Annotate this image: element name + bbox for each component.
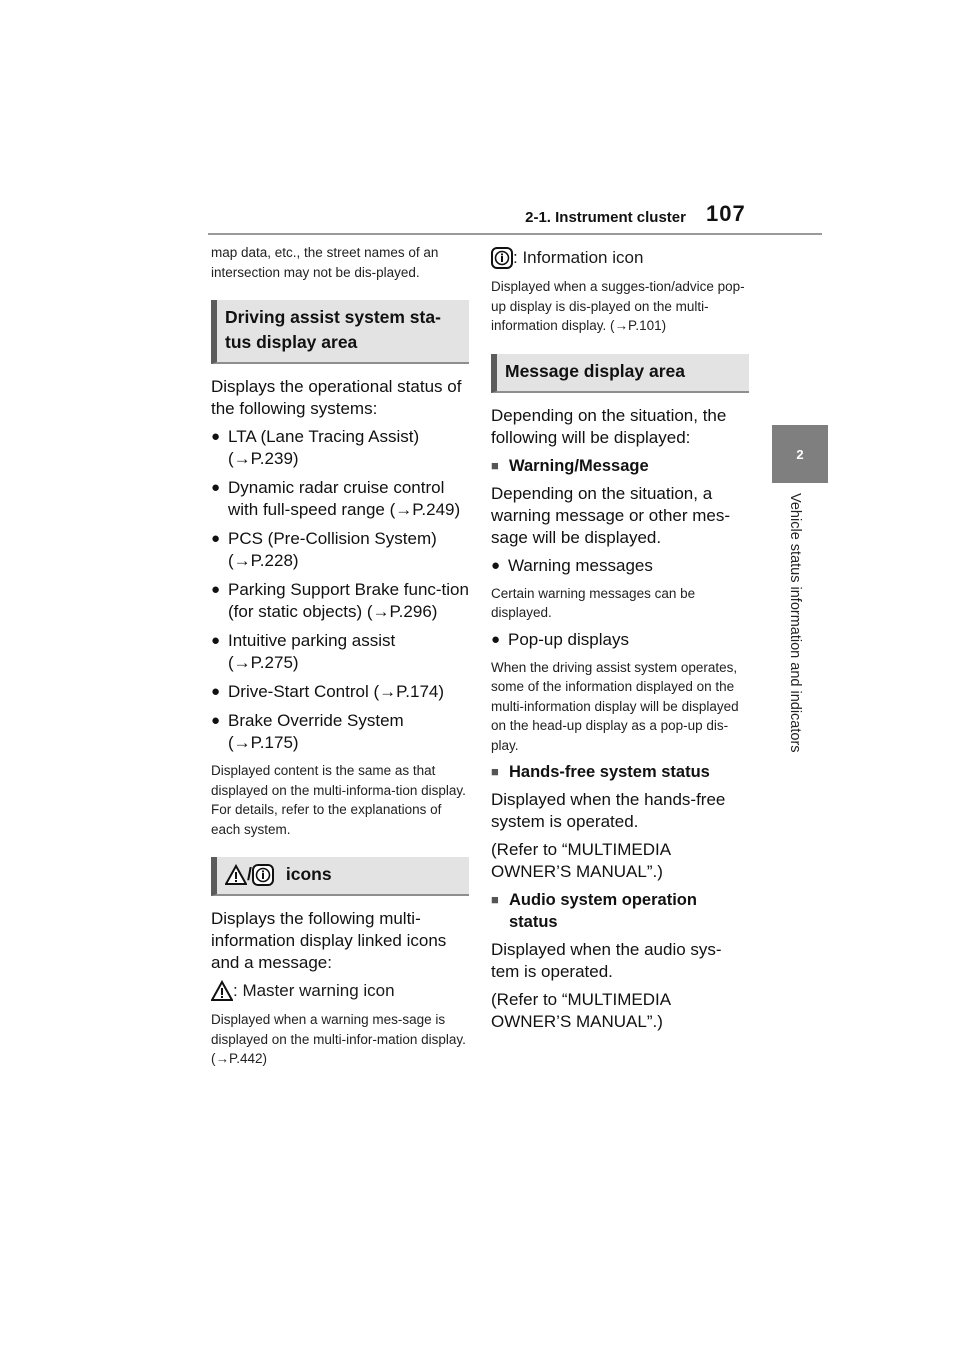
- list-item-text: LTA (Lane Tracing Assist) (→P.239): [228, 427, 420, 468]
- note: Certain warning messages can be displayed.: [491, 585, 696, 620]
- subheading: ■ Audio system operation status: [491, 889, 749, 933]
- chapter-label: Vehicle status information and indicators: [787, 493, 803, 753]
- paragraph: Displayed when the audio sys-tem is operated.: [491, 940, 722, 981]
- list-item: ● LTA (Lane Tracing Assist) (→P.239): [211, 426, 469, 470]
- intro-text: map data, etc., the street names of an intersection may not be dis-played.: [211, 245, 439, 280]
- paragraph: Depending on the situation, the following will be displayed:: [491, 405, 727, 447]
- list-item-text: Warning messages: [508, 555, 653, 575]
- list-item: ● Dynamic radar cruise control with full-speed range (→P.249): [211, 477, 469, 521]
- section-title: 2-1. Instrument cluster: [525, 209, 686, 226]
- subheading: ■ Hands-free system status: [491, 763, 710, 781]
- chapter-tab: 2: [772, 425, 828, 483]
- warning-triangle-icon: [211, 980, 233, 1002]
- page-number: 107: [706, 201, 746, 226]
- paragraph: Displays the operational status of the following systems:: [211, 377, 462, 418]
- note: Displayed content is the same as that displayed on the multi-informa-tion display. For details, refer to the explanations of each system.: [211, 763, 466, 837]
- list-item: ● PCS (Pre-Collision System) (→P.228): [211, 528, 469, 572]
- left-column: [211, 243, 469, 1075]
- paragraph: (Refer to “MULTIMEDIA OWNER’S MANUAL”.): [491, 840, 671, 881]
- subheading-text: Hands-free system status: [509, 763, 710, 781]
- information-icon: [491, 247, 513, 269]
- paragraph: Displayed when the hands-free system is operated.: [491, 790, 726, 831]
- heading-message-display: Message display area: [491, 354, 749, 393]
- list-item-text: Drive-Start Control (→P.174): [228, 682, 445, 701]
- paragraph: (Refer to “MULTIMEDIA OWNER’S MANUAL”.): [491, 990, 671, 1031]
- information-line: [491, 247, 749, 269]
- list-item-text: Pop-up displays: [508, 629, 629, 649]
- note: Displayed when a warning mes-sage is displayed on the multi-infor-mation display. (→P.442): [211, 1012, 466, 1066]
- list-item-text: Intuitive parking assist (→P.275): [228, 631, 396, 672]
- heading-icons: [211, 857, 469, 896]
- list-item: ● Parking Support Brake func-tion (for static objects) (→P.296): [211, 580, 469, 621]
- heading-icons-label: icons: [285, 864, 332, 884]
- paragraph: Depending on the situation, a warning message or other mes-sage will be displayed.: [491, 483, 731, 547]
- note: Displayed when a sugges-tion/advice pop-up display is dis-played on the multi-information display. (→P.101): [491, 279, 745, 333]
- subheading: ■ Warning/Message: [491, 456, 649, 475]
- heading-driving-assist: Driving assist system sta-tus display area: [211, 300, 469, 364]
- list-item-text: Parking Support Brake func-tion (for static objects) (→P.296): [228, 580, 469, 621]
- header-divider: [208, 233, 822, 235]
- list-item: ● Pop-up displays: [491, 629, 629, 649]
- list-item-text: Dynamic radar cruise control with full-speed range (→P.249): [228, 478, 461, 519]
- note: When the driving assist system operates, some of the information displayed on the multi-information display will be displayed on the head-up display as a pop-up dis-play.: [491, 659, 739, 753]
- information-label: : Information icon: [513, 248, 644, 267]
- subheading-text: Audio system operation status: [509, 891, 697, 931]
- information-icon: [252, 864, 274, 886]
- icon-separator: /: [247, 864, 252, 884]
- subheading-text: Warning/Message: [509, 456, 649, 475]
- right-column: [491, 243, 749, 1039]
- list-item: ● Brake Override System (→P.175): [211, 710, 469, 754]
- list-item-text: Brake Override System (→P.175): [228, 711, 404, 752]
- master-warning-label: : Master warning icon: [233, 981, 395, 1000]
- paragraph: Displays the following multi-information display linked icons and a message:: [211, 909, 447, 972]
- master-warning-line: [211, 980, 469, 1002]
- list-item-text: PCS (Pre-Collision System) (→P.228): [228, 529, 437, 570]
- list-item: ● Warning messages: [491, 555, 653, 575]
- list-item: ● Intuitive parking assist (→P.275): [211, 630, 469, 674]
- list-item: ● Drive-Start Control (→P.174): [211, 682, 445, 701]
- warning-triangle-icon: [225, 864, 247, 886]
- page-header: [0, 0, 960, 240]
